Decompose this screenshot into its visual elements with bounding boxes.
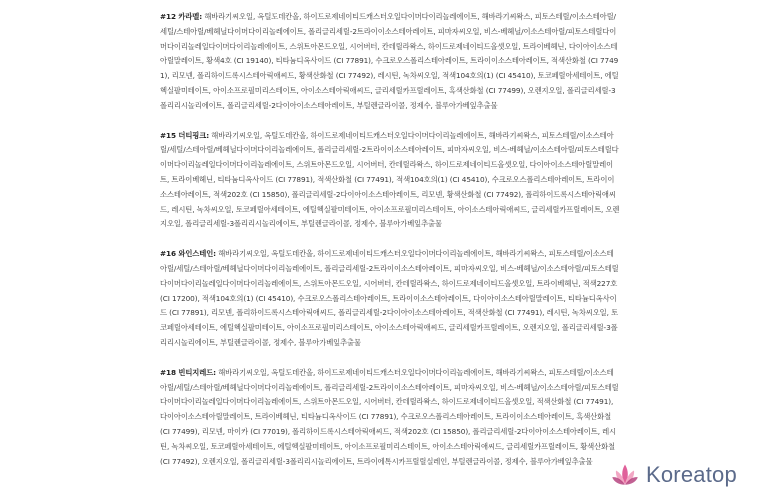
ingredient-text: 해바라기씨오일, 옥틸도데칸올, 하이드로제네이티드캐스터오일다이머다이리놀레에이트, 해바라기씨왁스, 피토스테릴/이소스테아릴/세틸/스테아릴/베헤닐다이머다이리놀레에이트, 폴리글리세릴-2트라이이소스테아레이트, 피마자씨오일, 비스-베헤닐/이소스테아릴/피토스테릴다이머다이리놀레일다이머다이리놀레에이트, 스위트아몬드오일, 시어버터, 칸데릴라왁스, 하이드로제네이티드올셋오일, 적색산화철 (CI 77491), 다이아이소스테아릴말레이트, 트라이베헤닌, 티타늄디옥사이드 (CI 77891), 수크로오스폴리스테아레이트, 트라이이소스테아레이트, 흑색산화철 (CI 77499), 리모넨, 마이카 (CI 77019), 폴리하이드록시스테아릭애씨드, 적색202호 (CI 15850), 폴리글리세릴-2다이아이소스테아레이트, 레시틴, 녹차씨오일, 토코페릴아세테이트, 에틸헥실팔미테이트, 아이소프로필미리스테이트, 아이소스테아릭애씨드, 글리세릴카프릴레이트, 황색산화철 (CI 77492), 오렌지오일, 폴리글리세릴-3폴리리시놀리에이트, 트라이에톡시카프릴릴실레인, 부틸렌글라이콜, 정제수, 블루아가베잎추출물 — [160, 367, 619, 466]
ingredient-list — [160, 10, 620, 484]
logo-wordmark: Koreatop — [646, 462, 737, 487]
shade-name: #15 더티핑크: — [160, 130, 210, 140]
ingredient-entry-16 — [160, 247, 620, 351]
shade-name: #18 빈티지레드: — [160, 367, 216, 377]
koreatop-logo — [610, 458, 737, 492]
ingredient-entry-12 — [160, 10, 620, 114]
ingredient-text: 해바라기씨오일, 옥틸도데칸올, 하이드로제네이티드캐스터오일다이머다이리놀레에이트, 해바라기씨왁스, 피토스테릴/이소스테아릴/세틸/스테아릴/베헤닐다이머다이리놀레에이트, 폴리글리세릴-2트라이이소스테아레이트, 피마자씨오일, 비스-베헤닐/이소스테아릴/피토스테릴다이머다이리놀레일다이머다이리놀레에이트, 스위트아몬드오일, 시어버터, 칸데릴라왁스, 하이드로제네이티드올셋오일, 트라이베헤닌, 다이아이소스테아릴말레이트, 황색4호 (CI 19140), 티타늄디옥사이드 (CI 77891), 수크로오스폴리스테아레이트, 트라이이소스테아레이트, 적색산화철 (CI 77491), 리모넨, 폴리하이드록시스테아릭애씨드, 황색산화철 (CI 77492), 레시틴, 녹차씨오일, 적색104호의(1) (CI 45410), 토코페릴아세테이트, 에틸헥실팔미테이트, 아이소프로필미리스테이트, 아이소스테아릭애씨드, 글리세릴카프릴레이트, 흑색산화철 (CI 77499), 오렌지오일, 폴리글리세릴-3폴리리시놀리에이트, 폴리글리세릴-2다이아이소스테아레이트, 부틸렌글라이콜, 정제수, 블루아가베잎추출물 — [160, 12, 619, 110]
ingredient-entry-15 — [160, 129, 620, 233]
shade-name: #12 카라멜: — [160, 12, 203, 21]
shade-name: #16 와인스테인: — [160, 249, 216, 259]
ingredient-text: 해바라기씨오일, 옥틸도데칸올, 하이드로제네이티드캐스터오일다이머다이리놀레에이트, 해바라기씨왁스, 피토스테릴/이소스테아릴/세틸/스테아릴/베헤닐다이머다이리놀레에이트, 폴리글리세릴-2트라이이소스테아레이트, 피마자씨오일, 비스-베헤닐/이소스테아릴/피토스테릴다이머다이리놀레일다이머다이리놀레에이트, 스위트아몬드오일, 시어버터, 칸데릴라왁스, 하이드로제네이티드올셋오일, 트라이베헤닌, 적색227호 (CI 17200), 적색104호의(1) (CI 45410), 수크로오스폴리스테아레이트, 트라이이소스테아레이트, 다이아이소스테아릴말레이트, 티타늄디옥사이드 (CI 77891), 리모넨, 폴리하이드록시스테아릭애씨드, 폴리글리세릴-2다이아이소스테아레이트, 적색산화철 (CI 77491), 레시틴, 녹차씨오일, 토코페릴아세테이트, 에틸헥실팔미테이트, 아이소프로필미리스테이트, 아이소스테아릭애씨드, 글리세릴카프릴레이트, 오렌지오일, 폴리글리세릴-3폴리리시놀리에이트, 부틸렌글라이콜, 정제수, 블루아가베잎추출물 — [160, 249, 619, 347]
ingredient-entry-18 — [160, 366, 620, 470]
lotus-icon — [610, 460, 640, 490]
ingredient-text: 해바라기씨오일, 옥틸도데칸올, 하이드로제네이티드캐스터오일다이머다이리놀레에이트, 해바라기씨왁스, 피토스테릴/이소스테아릴/세틸/스테아릴/베헤닐다이머다이리놀레에이트, 폴리글리세릴-2트라이이소스테아레이트, 피마자씨오일, 비스-베헤닐/이소스테아릴/피토스테릴다이머다이리놀레일다이머다이리놀레에이트, 스위트아몬드오일, 시어버터, 칸데릴라왁스, 하이드로제네이티드올셋오일, 다이아이소스테아릴말레이트, 트라이베헤닌, 티타늄디옥사이드 (CI 77891), 적색산화철 (CI 77491), 적색104호의(1) (CI 45410), 수크로오스폴리스테아레이트, 트라이이소스테아레이트, 적색202호 (CI 15850), 폴리글리세릴-2다이아이소스테아레이트, 리모넨, 황색산화철 (CI 77492), 폴리하이드록시스테아릭애씨드, 레시틴, 녹차씨오일, 토코페릴아세테이트, 에틸헥실팔미테이트, 아이소프로필미리스테이트, 아이소스테아릭애씨드, 글리세릴카프릴레이트, 오렌지오일, 폴리글리세릴-3폴리리시놀리에이트, 부틸렌글라이콜, 정제수, 블루아가베잎추출물 — [160, 130, 620, 229]
